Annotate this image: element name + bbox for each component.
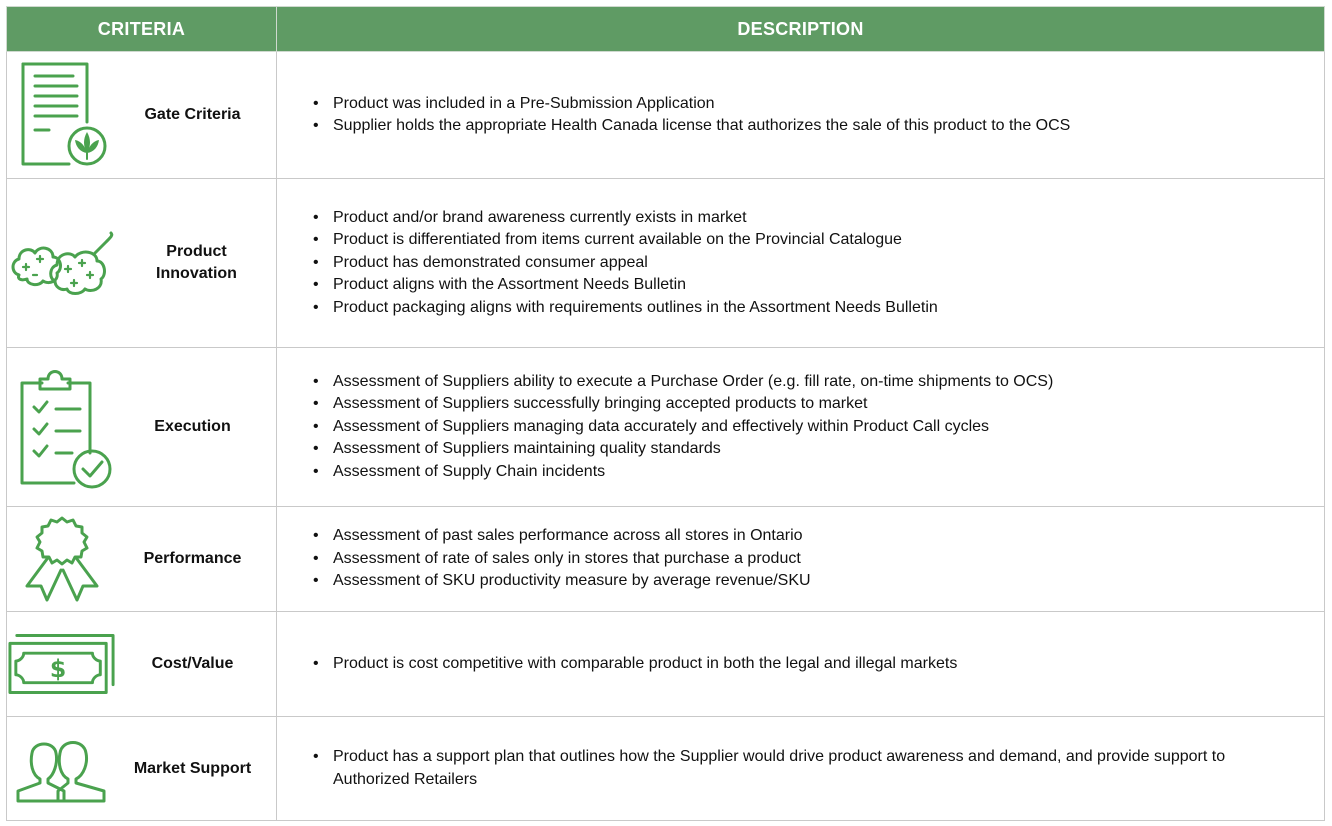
description-list [277, 371, 1324, 484]
criteria-name: Market Support [133, 759, 252, 777]
clipboard-check-icon [7, 365, 117, 490]
table-row [7, 507, 1325, 612]
table-row [7, 348, 1325, 507]
description-list [277, 653, 1324, 676]
list-item: • Product packaging aligns with requirements outlines in the Assortment Needs Bulletin [333, 297, 1304, 320]
criteria-cell [7, 507, 277, 612]
dollar-sign: $ [49, 654, 67, 683]
cannabis-buds-icon [7, 223, 117, 303]
description-list [277, 525, 1324, 593]
list-item: • Assessment of Suppliers maintaining quality standards [333, 438, 1304, 461]
criteria-cell [7, 52, 277, 179]
list-item: • Assessment of rate of sales only in stores that purchase a product [333, 548, 1304, 571]
criteria-cell [7, 612, 277, 717]
description-cell [277, 717, 1325, 821]
table-row [7, 612, 1325, 717]
banknote-dollar-icon [7, 631, 117, 697]
list-item: • Assessment of Suppliers successfully bringing accepted products to market [333, 393, 1304, 416]
description-cell [277, 348, 1325, 507]
description-cell [277, 179, 1325, 348]
list-item: • Assessment of Suppliers managing data accurately and effectively within Product Call cycles [333, 416, 1304, 439]
table-row [7, 52, 1325, 179]
criteria-name: Cost/Value [151, 655, 234, 672]
criteria-name: Product Innovation [156, 243, 237, 282]
list-item: • Product is cost competitive with comparable product in both the legal and illegal markets [333, 653, 1304, 676]
criteria-column-header: CRITERIA [7, 7, 277, 52]
table-header-row [7, 7, 1325, 52]
award-ribbon-icon [7, 514, 117, 604]
description-cell [277, 52, 1325, 179]
description-list [277, 207, 1324, 320]
criteria-cell [7, 717, 277, 821]
list-item: • Product has a support plan that outlines how the Supplier would drive product awareness and demand, and provide support to Authorized Retailers [333, 746, 1304, 791]
users-icon [7, 733, 117, 805]
table-row [7, 179, 1325, 348]
description-column-header: DESCRIPTION [277, 7, 1325, 52]
list-item: • Supplier holds the appropriate Health Canada license that authorizes the sale of this product to the OCS [333, 115, 1304, 138]
description-cell [277, 612, 1325, 717]
description-list [277, 746, 1324, 791]
criteria-name: Gate Criteria [144, 106, 241, 123]
list-item: • Assessment of Supply Chain incidents [333, 461, 1304, 484]
criteria-cell [7, 348, 277, 507]
list-item: • Product has demonstrated consumer appeal [333, 252, 1304, 275]
criteria-table [6, 6, 1325, 821]
list-item: • Product was included in a Pre-Submission Application [333, 93, 1304, 116]
description-cell [277, 507, 1325, 612]
criteria-name: Execution [154, 418, 231, 435]
list-item: • Assessment of SKU productivity measure by average revenue/SKU [333, 570, 1304, 593]
list-item: • Product aligns with the Assortment Needs Bulletin [333, 274, 1304, 297]
table-row [7, 717, 1325, 821]
description-list [277, 93, 1324, 138]
list-item: • Assessment of Suppliers ability to execute a Purchase Order (e.g. fill rate, on-time shipments to OCS) [333, 371, 1304, 394]
list-item: • Product and/or brand awareness currently exists in market [333, 207, 1304, 230]
list-item: • Assessment of past sales performance across all stores in Ontario [333, 525, 1304, 548]
list-item: • Product is differentiated from items current available on the Provincial Catalogue [333, 229, 1304, 252]
criteria-cell [7, 179, 277, 348]
document-leaf-icon [7, 60, 117, 170]
criteria-name: Performance [143, 550, 242, 567]
